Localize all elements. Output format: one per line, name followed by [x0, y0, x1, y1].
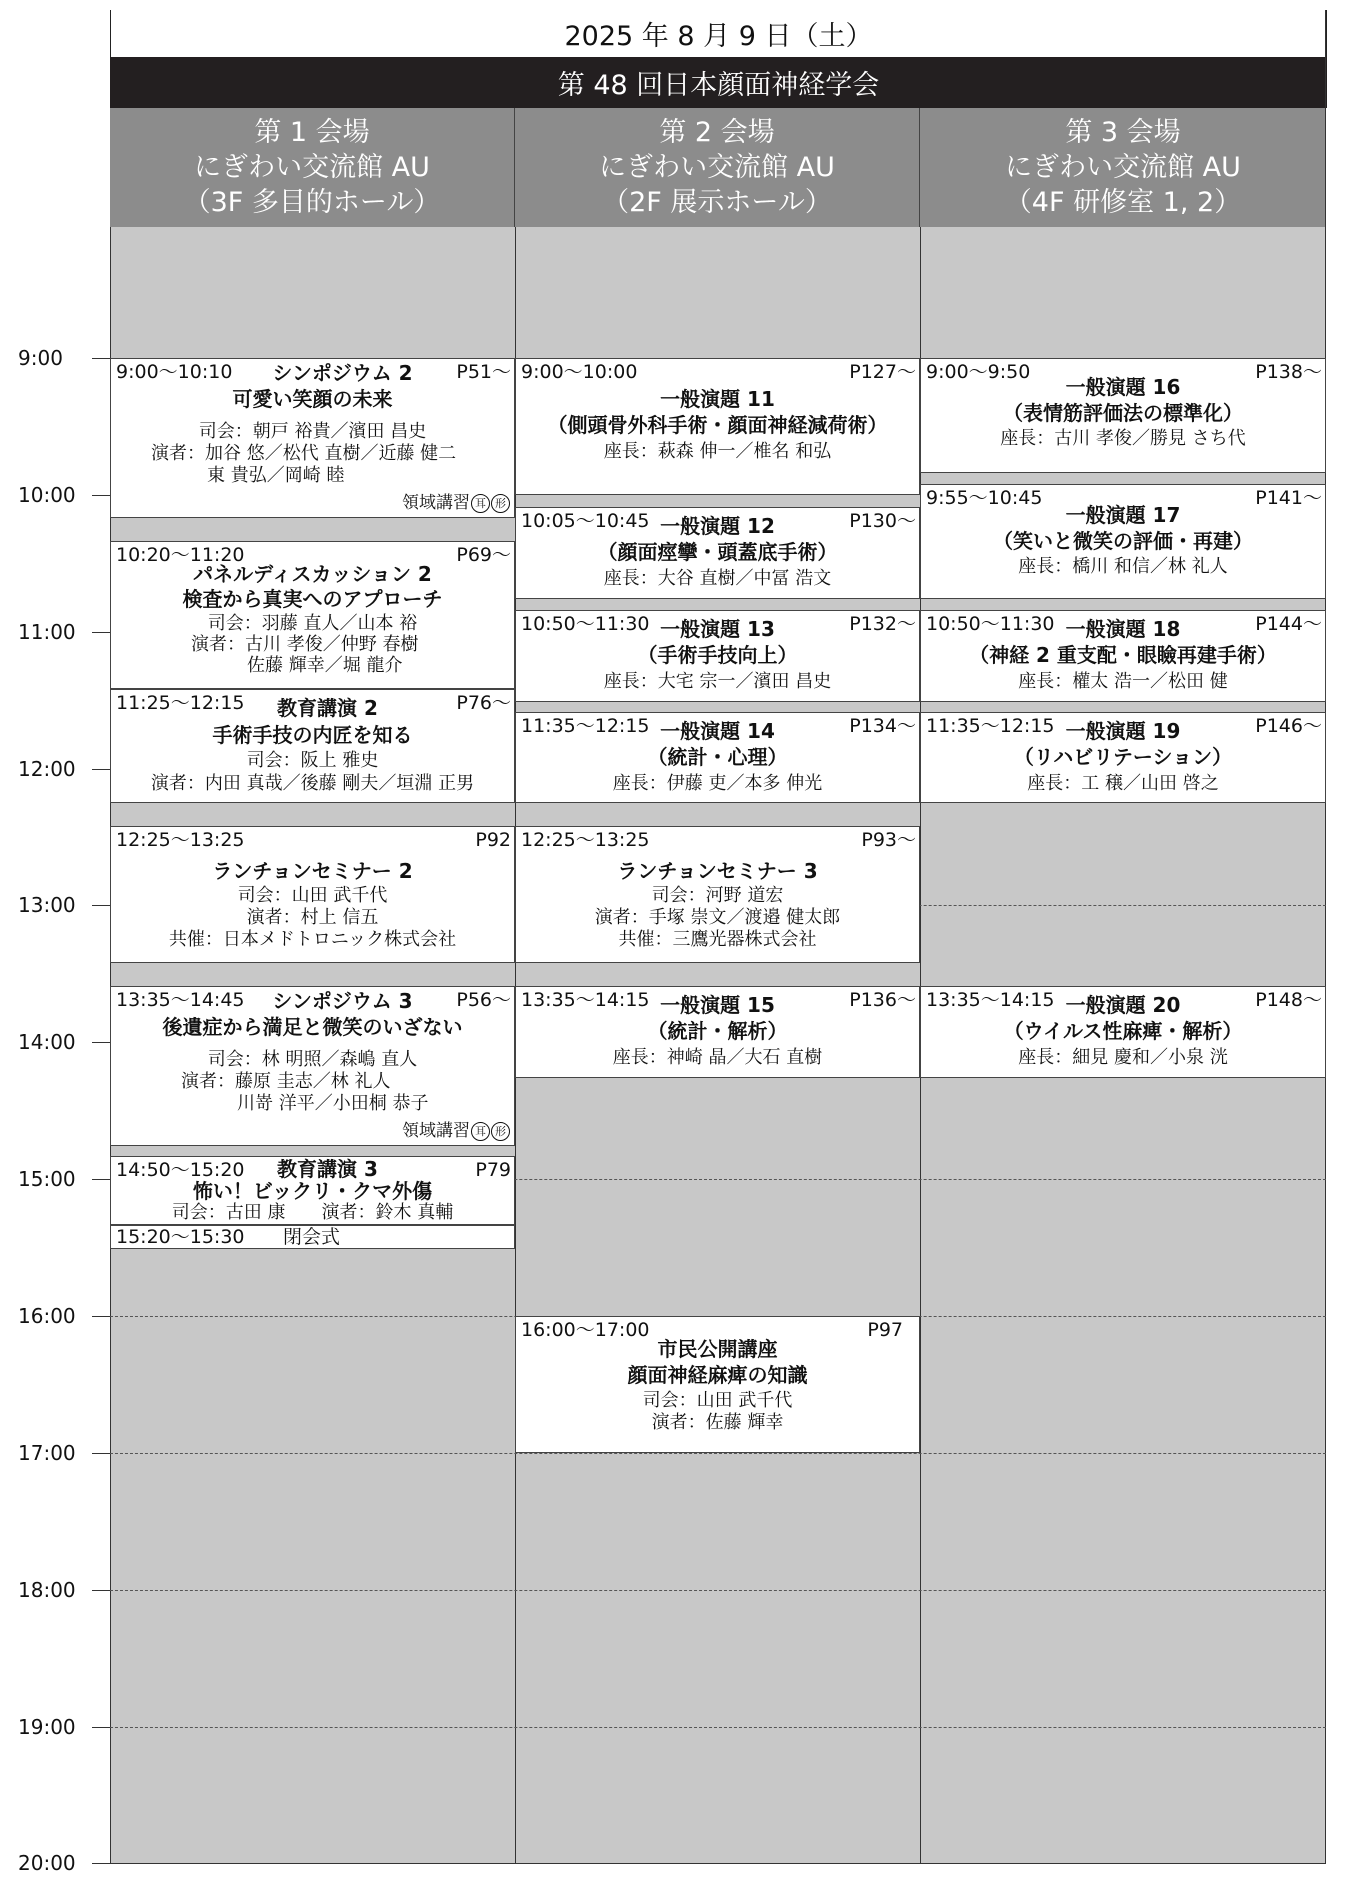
- time-label: 17:00: [18, 1441, 76, 1465]
- session-chair: 司会：河野 道宏: [651, 885, 784, 906]
- session-page: P134〜: [849, 715, 916, 737]
- session-public-lecture[interactable]: [515, 1316, 920, 1453]
- plastic-mark-icon: 形: [491, 1122, 510, 1141]
- session-time: 11:25〜12:15: [116, 692, 245, 714]
- session-speakers-cont: 川嵜 洋平／小田桐 恭子: [237, 1093, 429, 1114]
- hour-gridline: [110, 1453, 1326, 1454]
- time-tick: [92, 1727, 110, 1728]
- session-time: 11:35〜12:15: [926, 715, 1055, 737]
- session-subtitle: 顔面神経麻痺の知識: [627, 1363, 808, 1387]
- venue-header-2: [515, 108, 920, 227]
- credit-badge: [402, 492, 510, 514]
- time-label: 16:00: [18, 1304, 76, 1328]
- session-general-15[interactable]: [515, 986, 920, 1078]
- session-education-lecture-3[interactable]: [110, 1156, 515, 1225]
- session-subtitle: 可愛い笑顔の未来: [232, 387, 393, 411]
- session-page: P136〜: [849, 989, 916, 1011]
- session-page: P138〜: [1255, 361, 1322, 383]
- session-general-14[interactable]: [515, 712, 920, 803]
- session-subtitle: （側頭骨外科手術・顔面神経減荷術）: [547, 413, 888, 437]
- session-general-13[interactable]: [515, 610, 920, 702]
- credit-label: 領域講習: [402, 493, 470, 513]
- session-time: 10:05〜10:45: [521, 510, 650, 532]
- venue-name: 第 2 会場: [659, 117, 775, 148]
- session-page: P97: [867, 1319, 903, 1341]
- session-general-20[interactable]: [920, 986, 1326, 1078]
- session-speakers: 演者：古川 孝俊／仲野 春樹: [191, 634, 419, 655]
- session-page: P141〜: [1255, 487, 1322, 509]
- hour-gridline: [110, 1863, 1326, 1864]
- time-label: 12:00: [18, 757, 76, 781]
- session-subtitle: （ウイルス性麻痺・解析）: [1003, 1019, 1243, 1043]
- hour-gridline: [110, 1590, 1326, 1591]
- session-time: 9:55〜10:45: [926, 487, 1043, 509]
- session-page: P92: [475, 829, 511, 851]
- time-tick: [92, 1179, 110, 1180]
- session-title: パネルディスカッション 2: [193, 562, 432, 586]
- session-chair: 座長：萩森 伸一／椎名 和弘: [603, 441, 832, 462]
- session-education-lecture-2[interactable]: [110, 689, 515, 803]
- session-chair: 司会：林 明照／森嶋 直人: [207, 1049, 418, 1070]
- session-chair: 司会：山田 武千代: [237, 885, 388, 906]
- session-speakers: 演者：内田 真哉／後藤 剛夫／垣淵 正男: [150, 773, 475, 794]
- venue-building: にぎわい交流館 AU: [194, 152, 430, 183]
- ent-mark-icon: 耳: [471, 1122, 490, 1141]
- session-speakers-cont: 東 貴弘／岡崎 睦: [207, 465, 345, 486]
- session-title: 一般演題 17: [1065, 503, 1181, 527]
- session-page: P93〜: [861, 829, 916, 851]
- session-time: 13:35〜14:15: [521, 989, 650, 1011]
- session-page: P76〜: [456, 692, 511, 714]
- venue-room: （4F 研修室 1, 2）: [1004, 187, 1242, 218]
- session-time: 16:00〜17:00: [521, 1319, 650, 1341]
- session-general-16[interactable]: [920, 358, 1326, 473]
- session-symposium-2[interactable]: [110, 358, 515, 518]
- session-subtitle: （統計・解析）: [647, 1019, 788, 1043]
- venue-name: 第 1 会場: [254, 117, 370, 148]
- session-subtitle: 検査から真実へのアプローチ: [182, 587, 443, 611]
- session-chair: 座長：橋川 和信／林 礼人: [1018, 556, 1228, 577]
- session-subtitle: （笑いと微笑の評価・再建）: [993, 529, 1253, 553]
- session-subtitle: 後遺症から満足と微笑のいざない: [162, 1015, 463, 1039]
- session-chair-speaker: 司会：古田 康 演者：鈴木 真輔: [171, 1202, 454, 1223]
- session-luncheon-seminar-3[interactable]: [515, 826, 920, 963]
- time-label: 11:00: [18, 620, 76, 644]
- session-page: P148〜: [1255, 989, 1322, 1011]
- session-time: 12:25〜13:25: [116, 829, 245, 851]
- session-chair: 座長：大谷 直樹／中冨 浩文: [603, 568, 832, 589]
- session-general-12[interactable]: [515, 507, 920, 599]
- venue-room: （2F 展示ホール）: [602, 187, 832, 218]
- session-title: シンポジウム 2: [272, 361, 413, 385]
- session-time: 10:50〜11:30: [521, 613, 650, 635]
- session-title: 一般演題 11: [660, 387, 775, 411]
- session-sponsor: 共催：日本メドトロニック株式会社: [168, 929, 457, 950]
- time-label: 10:00: [18, 483, 76, 507]
- time-label: 20:00: [18, 1851, 76, 1875]
- date-header: [110, 10, 1327, 57]
- session-chair: 座長：細見 慶和／小泉 洸: [1018, 1047, 1228, 1068]
- session-subtitle: 怖い！ビックリ・クマ外傷: [192, 1179, 433, 1203]
- plastic-mark-icon: 形: [491, 494, 510, 513]
- session-time: 10:20〜11:20: [116, 544, 245, 566]
- session-time: 13:35〜14:45: [116, 989, 245, 1011]
- session-time: 9:00〜10:00: [521, 361, 638, 383]
- session-title: 一般演題 15: [660, 993, 775, 1017]
- credit-badge: [402, 1120, 510, 1142]
- session-subtitle: （表情筋評価法の標準化）: [1003, 401, 1243, 425]
- session-title: ランチョンセミナー 3: [617, 859, 818, 883]
- time-tick: [92, 1042, 110, 1043]
- ent-mark-icon: 耳: [471, 494, 490, 513]
- session-chair: 座長：大宅 宗一／濱田 昌史: [603, 671, 832, 692]
- session-page: P51〜: [456, 361, 511, 383]
- venue-room: （3F 多目的ホール）: [183, 187, 441, 218]
- venue-building: にぎわい交流館 AU: [599, 152, 835, 183]
- session-chair: 座長：古川 孝俊／勝見 さち代: [1000, 428, 1246, 449]
- conference-title: 第 48 回日本顔面神経学会: [557, 70, 880, 101]
- session-time: 9:00〜10:10: [116, 361, 233, 383]
- session-sponsor: 共催：三鷹光器株式会社: [618, 929, 817, 950]
- session-chair: 座長：工 穣／山田 啓之: [1027, 773, 1219, 794]
- session-title: 教育講演 3: [277, 1157, 378, 1181]
- session-title: 一般演題 20: [1065, 993, 1181, 1017]
- session-title: 一般演題 12: [660, 514, 775, 538]
- session-title: ランチョンセミナー 2: [212, 859, 413, 883]
- session-time: 14:50〜15:20: [116, 1159, 245, 1181]
- session-chair: 座長：神崎 晶／大石 直樹: [612, 1047, 823, 1068]
- session-page: P132〜: [849, 613, 916, 635]
- session-page: P130〜: [849, 510, 916, 532]
- session-luncheon-seminar-2[interactable]: [110, 826, 515, 963]
- session-time: 12:25〜13:25: [521, 829, 650, 851]
- session-page: P146〜: [1255, 715, 1322, 737]
- session-time: 11:35〜12:15: [521, 715, 650, 737]
- session-speakers-cont: 佐藤 輝幸／堀 龍介: [247, 655, 403, 676]
- session-title: 閉会式: [283, 1226, 341, 1248]
- session-chair: 司会：阪上 雅史: [246, 750, 379, 771]
- session-page: P79: [475, 1159, 511, 1181]
- session-page: P144〜: [1255, 613, 1322, 635]
- session-chair: 司会：羽藤 直人／山本 裕: [207, 613, 418, 634]
- session-time: 9:00〜9:50: [926, 361, 1031, 383]
- time-label: 18:00: [18, 1578, 76, 1602]
- time-tick: [92, 632, 110, 633]
- session-title: 一般演題 13: [660, 617, 775, 641]
- session-time: 13:35〜14:15: [926, 989, 1055, 1011]
- time-tick: [92, 1453, 110, 1454]
- session-title: 一般演題 19: [1065, 719, 1181, 743]
- session-subtitle: （顔面痙攣・頭蓋底手術）: [597, 540, 838, 564]
- time-tick: [92, 905, 110, 906]
- session-general-19[interactable]: [920, 712, 1326, 803]
- time-tick: [92, 1863, 110, 1864]
- session-speakers: 演者：佐藤 輝幸: [651, 1412, 784, 1433]
- session-subtitle: （神経 2 重支配・眼瞼再建手術）: [969, 643, 1277, 667]
- session-time: 10:50〜11:30: [926, 613, 1055, 635]
- time-label: 15:00: [18, 1167, 76, 1191]
- time-label: 9:00: [18, 346, 63, 370]
- session-time: 15:20〜15:30: [116, 1226, 245, 1248]
- time-tick: [92, 769, 110, 770]
- session-panel-discussion-2[interactable]: [110, 541, 515, 689]
- session-subtitle: （統計・心理）: [647, 745, 788, 769]
- session-speakers: 演者：村上 信五: [246, 907, 379, 928]
- right-border: [1325, 10, 1326, 1863]
- session-title: 市民公開講座: [657, 1337, 778, 1361]
- time-label: 14:00: [18, 1030, 76, 1054]
- session-title: 一般演題 16: [1065, 375, 1181, 399]
- session-subtitle: （手術手技向上）: [637, 643, 798, 667]
- time-tick: [92, 495, 110, 496]
- venue-header-3: [920, 108, 1326, 227]
- session-speakers: 演者：藤原 圭志／林 礼人: [181, 1071, 391, 1092]
- session-speakers: 演者：手塚 崇文／渡邉 健太郎: [594, 907, 841, 928]
- session-subtitle: 手術手技の内匠を知る: [212, 723, 413, 747]
- time-tick: [92, 1590, 110, 1591]
- session-title: 一般演題 14: [660, 719, 775, 743]
- session-general-11[interactable]: [515, 358, 920, 495]
- session-speakers: 演者：加谷 悠／松代 直樹／近藤 健二: [151, 443, 457, 464]
- date-text: 2025 年 8 月 9 日（土）: [564, 21, 873, 52]
- session-title: 教育講演 2: [277, 696, 378, 720]
- hour-gridline: [110, 1727, 1326, 1728]
- session-page: P56〜: [456, 989, 511, 1011]
- session-page: P69〜: [456, 544, 511, 566]
- conference-banner: [110, 57, 1327, 108]
- time-tick: [92, 1316, 110, 1317]
- session-general-18[interactable]: [920, 610, 1326, 702]
- session-title: シンポジウム 3: [272, 989, 413, 1013]
- session-page: P127〜: [849, 361, 916, 383]
- venue-header-1: [110, 108, 515, 227]
- session-chair: 座長：伊藤 吏／本多 伸光: [612, 773, 823, 794]
- time-tick: [92, 358, 110, 359]
- venue-building: にぎわい交流館 AU: [1005, 152, 1241, 183]
- session-title: 一般演題 18: [1065, 617, 1181, 641]
- session-symposium-3[interactable]: [110, 986, 515, 1146]
- session-chair: 司会：朝戸 裕貴／濱田 昌史: [198, 421, 427, 442]
- session-closing-ceremony[interactable]: [110, 1225, 515, 1249]
- session-general-17[interactable]: [920, 484, 1326, 599]
- session-chair: 司会：山田 武千代: [642, 1390, 793, 1411]
- credit-label: 領域講習: [402, 1121, 470, 1141]
- venue-name: 第 3 会場: [1065, 117, 1181, 148]
- session-chair: 座長：權太 浩一／松田 健: [1018, 671, 1228, 692]
- session-subtitle: （リハビリテーション）: [1013, 745, 1233, 769]
- time-label: 13:00: [18, 893, 76, 917]
- time-label: 19:00: [18, 1715, 76, 1739]
